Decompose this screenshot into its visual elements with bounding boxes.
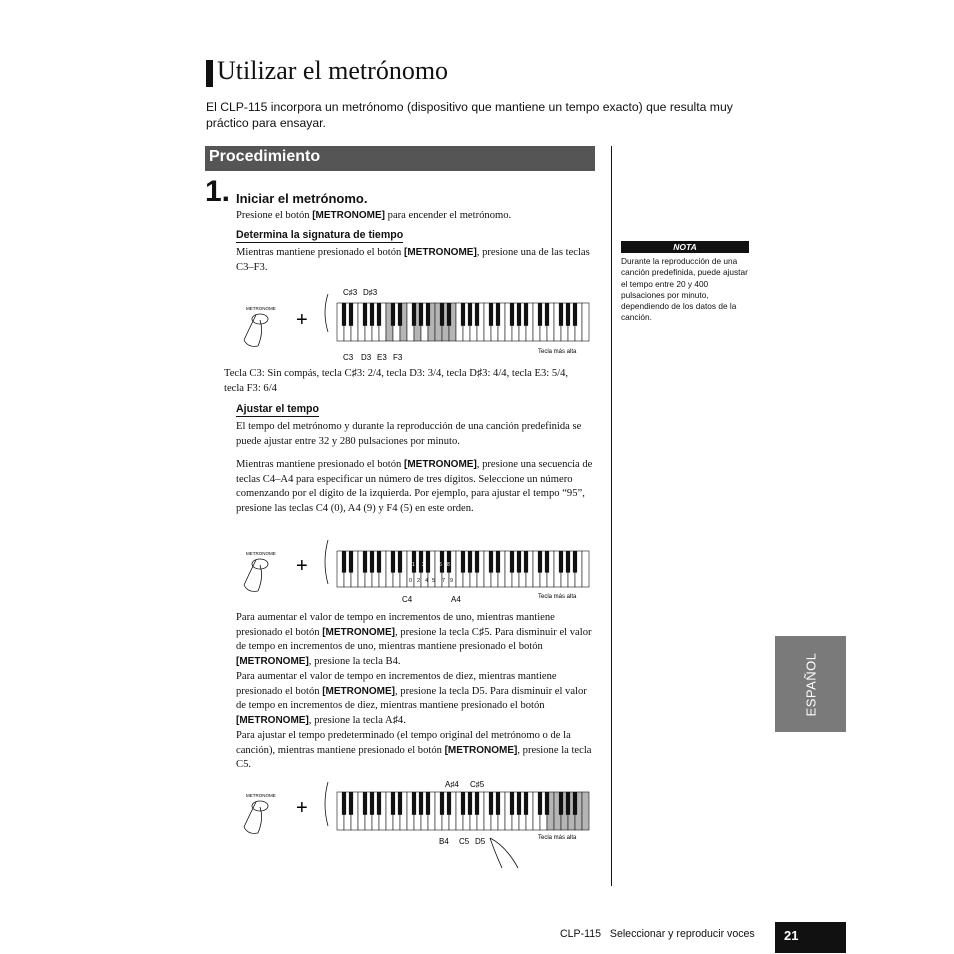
black-key	[398, 792, 402, 815]
black-key	[510, 303, 514, 326]
white-key	[582, 792, 589, 830]
black-key	[391, 792, 395, 815]
black-key	[538, 792, 542, 815]
label-asharp4: A♯4	[445, 780, 459, 789]
keyboard-diagram-signature	[236, 282, 596, 366]
svg-text:0: 0	[409, 578, 413, 584]
black-key	[377, 792, 381, 815]
step-intro: Presione el botón [METRONOME] para encender el metrónomo.	[236, 210, 512, 221]
black-key	[461, 551, 465, 573]
signature-keys-text: Tecla C3: Sin compás, tecla C♯3: 2/4, tecla D3: 3/4, tecla D♯3: 4/4, tecla E3: 5/4, tecla F3: 6/4	[224, 368, 569, 394]
black-key	[426, 551, 430, 573]
keyboard-svg-3	[236, 776, 596, 872]
label-csharp5: C♯5	[470, 780, 485, 789]
black-key	[545, 792, 549, 815]
black-key	[461, 792, 465, 815]
black-key	[559, 303, 563, 326]
svg-text:7: 7	[442, 578, 446, 584]
black-key	[468, 303, 472, 326]
black-key	[342, 792, 346, 815]
svg-text:1: 1	[412, 562, 415, 568]
title-marker	[206, 60, 213, 87]
page-number: 21	[784, 928, 799, 943]
metronome-button-icon	[244, 551, 276, 591]
black-key	[559, 551, 563, 573]
label-d5: D5	[475, 837, 486, 846]
column-divider	[611, 146, 612, 886]
svg-text:5: 5	[432, 578, 436, 584]
black-key	[370, 551, 374, 573]
black-key	[419, 792, 423, 815]
black-key	[447, 792, 451, 815]
black-key	[510, 551, 514, 573]
label-dsharp3: D♯3	[363, 288, 378, 297]
black-key	[412, 792, 416, 815]
black-key	[496, 551, 500, 573]
black-key	[468, 551, 472, 573]
black-key	[538, 303, 542, 326]
black-key	[524, 303, 528, 326]
keyboard-svg-2	[236, 536, 596, 608]
black-key	[517, 303, 521, 326]
highest-key-label: Tecla más alta	[538, 349, 577, 355]
svg-text:3: 3	[422, 562, 425, 568]
label-c4: C4	[402, 595, 413, 604]
black-key	[475, 303, 479, 326]
black-key	[349, 303, 353, 326]
white-key	[582, 303, 589, 341]
white-key	[582, 551, 589, 587]
black-key	[496, 303, 500, 326]
signature-paragraph: Mientras mantiene presionado el botón [METRONOME], presione una de las teclas C3–F3.	[236, 247, 590, 273]
label-f3: F3	[393, 353, 403, 362]
black-key	[475, 551, 479, 573]
label-d3: D3	[361, 353, 372, 362]
label-e3: E3	[377, 353, 387, 362]
tempo-paragraph-2: Mientras mantiene presionado el botón [METRONOME], presione una secuencia de teclas C4–A4 para especificar un número de tres dígitos. Seleccione un número comenzando por el dígito de la izquierda. Por ejemplo, para ajustar el tempo “95”, presione las teclas C4 (0), A4 (9) y F4 (5) en este orden.	[236, 459, 593, 514]
black-key	[370, 303, 374, 326]
black-key	[524, 551, 528, 573]
black-key	[398, 303, 402, 326]
black-key	[566, 792, 570, 815]
black-key	[545, 551, 549, 573]
label-a4: A4	[451, 595, 461, 604]
plus-sign: +	[296, 555, 308, 577]
black-key	[496, 792, 500, 815]
tempo-paragraph-3: Para aumentar el valor de tempo en incrementos de uno, mientras mantiene presionado el botón [METRONOME], presione la tecla C♯5. Para disminuir el valor de tempo en incrementos de uno, mientras mantiene presionado el botón [METRONOME], presione la tecla B4.	[236, 612, 592, 667]
signature-heading: Determina la signatura de tiempo	[236, 229, 404, 241]
black-key	[363, 792, 367, 815]
tempo-heading: Ajustar el tempo	[236, 403, 320, 415]
svg-text:METRONOME: METRONOME	[246, 793, 276, 798]
black-key	[489, 303, 493, 326]
black-key	[426, 303, 430, 326]
black-key	[440, 792, 444, 815]
black-key	[363, 551, 367, 573]
keyboard-diagram-tempo-adjust	[236, 776, 596, 872]
black-key	[391, 551, 395, 573]
metronome-keyword: [METRONOME]	[312, 210, 385, 221]
svg-text:8: 8	[447, 562, 450, 568]
label-csharp3: C♯3	[343, 288, 358, 297]
black-key	[377, 551, 381, 573]
black-key	[573, 792, 577, 815]
plus-sign: +	[296, 797, 308, 819]
svg-text:9: 9	[450, 578, 454, 584]
black-key	[573, 303, 577, 326]
metronome-button-icon	[244, 306, 276, 346]
black-key	[342, 303, 346, 326]
black-key	[517, 792, 521, 815]
black-key	[510, 792, 514, 815]
tempo-paragraph-5: Para ajustar el tempo predeterminado (el tempo original del metrónomo o de la canción), mientras mantiene presionado el botón [METRONOME], presione la tecla C5.	[236, 730, 592, 771]
label-c5: C5	[459, 837, 470, 846]
black-key	[377, 303, 381, 326]
black-key	[349, 792, 353, 815]
black-key	[489, 551, 493, 573]
language-tab-label: ESPAÑOL	[802, 652, 818, 716]
black-key	[566, 551, 570, 573]
black-key	[524, 792, 528, 815]
black-key	[363, 303, 367, 326]
page-title: Utilizar el metrónomo	[217, 56, 449, 85]
tempo-paragraph-4: Para aumentar el valor de tempo en incrementos de diez, mientras mantiene presionado el botón [METRONOME], presione la tecla D5. Para disminuir el valor de tempo en incrementos de diez, mientras mantiene presionado el botón [METRONOME], presione la tecla A♯4.	[236, 671, 587, 726]
black-key	[517, 551, 521, 573]
black-key	[342, 551, 346, 573]
keyboard-svg-1	[236, 282, 596, 366]
black-key	[447, 303, 451, 326]
black-key	[489, 792, 493, 815]
section-title: Procedimiento	[209, 148, 321, 165]
black-key	[370, 792, 374, 815]
svg-text:6: 6	[439, 562, 442, 568]
tempo-paragraph-1: El tempo del metrónomo y durante la reproducción de una canción predefinida se puede ajustar entre 32 y 280 pulsaciones por minuto.	[236, 421, 582, 447]
keyboard-diagram-tempo-digits	[236, 536, 596, 608]
black-key	[566, 303, 570, 326]
black-key	[419, 303, 423, 326]
svg-text:METRONOME: METRONOME	[246, 306, 276, 311]
intro-paragraph: El CLP-115 incorpora un metrónomo (dispositivo que mantiene un tempo exacto) que resulta muy práctico para ensayar.	[206, 100, 733, 130]
plus-sign: +	[296, 309, 308, 331]
black-key	[412, 303, 416, 326]
step-title: Iniciar el metrónomo.	[236, 191, 368, 206]
black-key	[573, 551, 577, 573]
note-text: Durante la reproducción de una canción predefinida, puede ajustar el tempo entre 20 y 400 pulsaciones por minuto, dependiendo de los datos de la canción.	[621, 256, 748, 323]
black-key	[468, 792, 472, 815]
black-key	[426, 792, 430, 815]
black-key	[398, 551, 402, 573]
black-key	[475, 792, 479, 815]
footer-text: CLP-115 Seleccionar y reproducir voces	[560, 928, 755, 940]
metronome-button-icon	[244, 793, 276, 833]
label-c3: C3	[343, 353, 354, 362]
svg-text:METRONOME: METRONOME	[246, 551, 276, 556]
black-key	[545, 303, 549, 326]
black-key	[349, 551, 353, 573]
label-b4: B4	[439, 837, 449, 846]
svg-text:2: 2	[417, 578, 421, 584]
black-key	[538, 551, 542, 573]
black-key	[559, 792, 563, 815]
black-key	[440, 303, 444, 326]
step-number: 1.	[205, 175, 231, 208]
highest-key-label: Tecla más alta	[538, 835, 577, 841]
black-key	[461, 303, 465, 326]
hand-icon	[490, 838, 518, 868]
svg-text:4: 4	[425, 578, 429, 584]
note-label: NOTA	[621, 241, 749, 253]
black-key	[391, 303, 395, 326]
highest-key-label: Tecla más alta	[538, 594, 577, 600]
